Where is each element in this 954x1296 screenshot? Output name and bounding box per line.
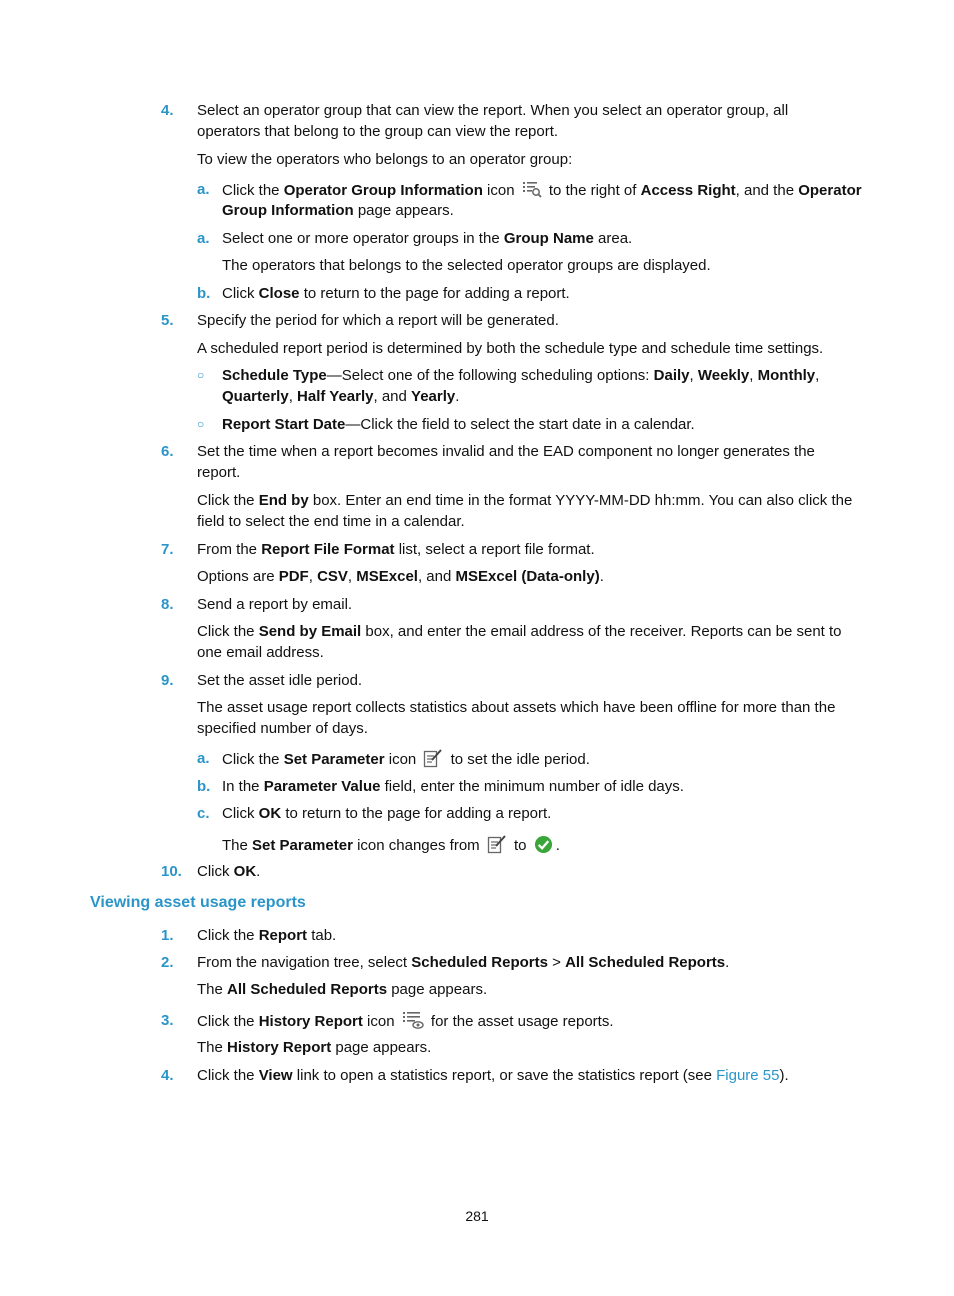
- step-text: From the Report File Format list, select a report file format.: [197, 541, 595, 558]
- step-number: 8.: [161, 596, 174, 613]
- step-note: A scheduled report period is determined by both the schedule type and schedule time settings.: [197, 340, 824, 357]
- operator-group-information-icon: [522, 179, 542, 205]
- step-text: From the navigation tree, select Scheduled Reports > All Scheduled Reports.: [197, 954, 730, 971]
- step-text: report.: [197, 464, 241, 481]
- step-text: Set the time when a report becomes invalid and the EAD component no longer generates the: [197, 443, 815, 460]
- bullet-text: Report Start Date—Click the field to select the start date in a calendar.: [222, 416, 695, 433]
- step-text: Send a report by email.: [197, 596, 353, 613]
- step-note: Click the End by box. Enter an end time in the format YYYY-MM-DD hh:mm. You can also click the: [197, 492, 853, 509]
- substep-marker: c.: [197, 805, 210, 822]
- step-text: Click the History Report icon for the asset usage reports.: [197, 1010, 614, 1036]
- substep-text: Click OK to return to the page for adding a report.: [222, 805, 552, 822]
- step-number: 10.: [161, 863, 182, 880]
- step-text: Click the View link to open a statistics report, or save the statistics report (see Figure 55).: [197, 1067, 789, 1084]
- green-check-icon: [534, 835, 553, 860]
- step-number: 9.: [161, 672, 174, 689]
- step-number: 4.: [161, 1067, 174, 1084]
- step-number: 7.: [161, 541, 174, 558]
- step-note: The All Scheduled Reports page appears.: [197, 981, 488, 998]
- substep-text: Click Close to return to the page for adding a report.: [222, 285, 570, 302]
- step-note: specified number of days.: [197, 720, 368, 737]
- substep-note: The Set Parameter icon changes from to .: [222, 834, 560, 860]
- step-number: 1.: [161, 927, 174, 944]
- substep-marker: a.: [197, 230, 210, 247]
- substep-marker: b.: [197, 285, 211, 302]
- substep-text: Click the Set Parameter icon to set the idle period.: [222, 748, 590, 774]
- figure-link[interactable]: Figure 55: [716, 1067, 780, 1084]
- step-text: Click the Report tab.: [197, 927, 337, 944]
- step-text: Click OK.: [197, 863, 261, 880]
- bullet-text: Quarterly, Half Yearly, and Yearly.: [222, 388, 460, 405]
- step-number: 4.: [161, 102, 174, 119]
- step-text: Select an operator group that can view the report. When you select an operator group, all: [197, 102, 789, 119]
- step-number: 3.: [161, 1012, 174, 1029]
- step-note: field to select the end time in a calendar.: [197, 513, 465, 530]
- step-text: Specify the period for which a report will be generated.: [197, 312, 559, 329]
- substep-marker: a.: [197, 750, 210, 767]
- step-text: operators that belong to the group can view the report.: [197, 123, 559, 140]
- substep-note: The operators that belongs to the selected operator groups are displayed.: [222, 257, 711, 274]
- substep-marker: a.: [197, 181, 210, 198]
- substep-text: Select one or more operator groups in the Group Name area.: [222, 230, 633, 247]
- set-parameter-icon: [487, 834, 507, 860]
- step-note: The asset usage report collects statistics about assets which have been offline for more than the: [197, 699, 836, 716]
- substep-marker: b.: [197, 778, 211, 795]
- substep-text: In the Parameter Value field, enter the minimum number of idle days.: [222, 778, 684, 795]
- section-heading: Viewing asset usage reports: [90, 894, 306, 911]
- substep-text: Click the Operator Group Information icon to the right of Access Right, and the Operator: [222, 179, 862, 205]
- step-note: Click the Send by Email box, and enter the email address of the receiver. Reports can be sent to: [197, 623, 842, 640]
- step-number: 2.: [161, 954, 174, 971]
- bullet-marker: ○: [197, 368, 205, 382]
- step-note: Options are PDF, CSV, MSExcel, and MSExcel (Data-only).: [197, 568, 604, 585]
- bullet-marker: ○: [197, 417, 205, 431]
- step-note: To view the operators who belongs to an operator group:: [197, 151, 573, 168]
- step-text: Set the asset idle period.: [197, 672, 363, 689]
- step-note: one email address.: [197, 644, 324, 661]
- substep-text: Group Information page appears.: [222, 202, 454, 219]
- page-number: 281: [465, 1208, 489, 1224]
- step-number: 5.: [161, 312, 174, 329]
- step-number: 6.: [161, 443, 174, 460]
- history-report-icon: [402, 1010, 424, 1036]
- bullet-text: Schedule Type—Select one of the following scheduling options: Daily, Weekly, Monthly,: [222, 367, 820, 384]
- set-parameter-icon: [423, 748, 443, 774]
- step-note: The History Report page appears.: [197, 1039, 432, 1056]
